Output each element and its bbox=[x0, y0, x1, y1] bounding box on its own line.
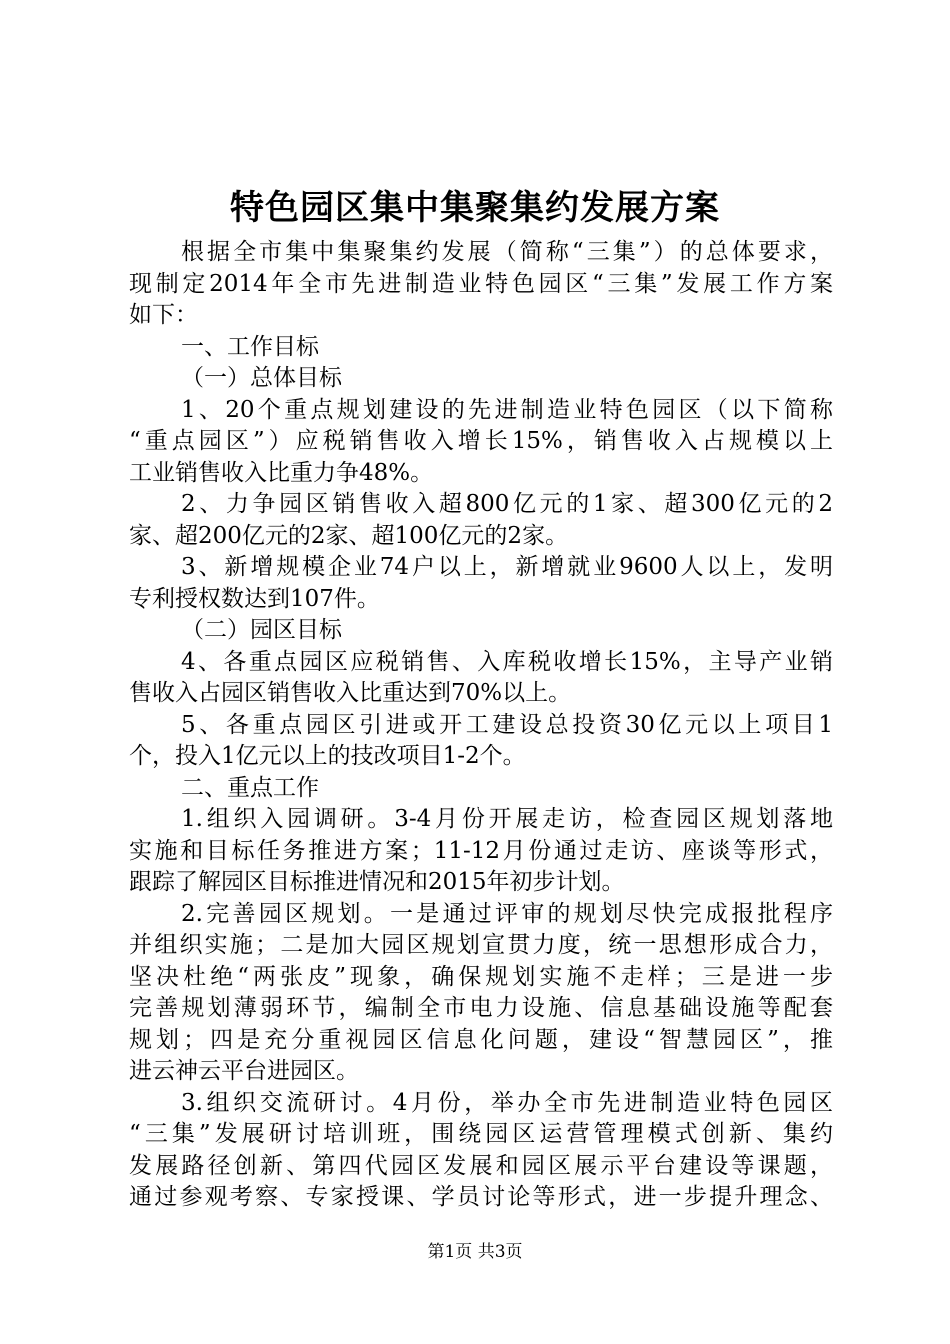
text-line: 二、重点工作 bbox=[181, 774, 319, 801]
text-line: 3.组织交流研讨。4月份，举办全市先进制造业特色园区 bbox=[181, 1089, 833, 1116]
text-line: 坚决杜绝“两张皮”现象，确保规划实施不走样；三是进一步 bbox=[129, 963, 833, 990]
text-line: 发展路径创新、第四代园区发展和园区展示平台建设等课题， bbox=[129, 1152, 833, 1179]
text-line: （一）总体目标 bbox=[181, 365, 342, 391]
text-line: 一、工作目标 bbox=[181, 333, 319, 360]
text-line: “三集”发展研讨培训班，围绕园区运营管理模式创新、集约 bbox=[129, 1121, 833, 1147]
text-line: 3、新增规模企业74户以上，新增就业9600人以上，发明 bbox=[181, 554, 833, 580]
text-line: 并组织实施；二是加大园区规划宣贯力度，统一思想形成合力， bbox=[129, 932, 833, 958]
text-line: “重点园区”）应税销售收入增长15%，销售收入占规模以上 bbox=[129, 428, 833, 454]
text-line: 进云神云平台进园区。 bbox=[129, 1058, 359, 1084]
page-footer: 第1页 共3页 bbox=[427, 1242, 523, 1262]
text-line: 规划；四是充分重视园区信息化问题，建设“智慧园区”，推 bbox=[129, 1026, 833, 1053]
text-line: 1.组织入园调研。3-4月份开展走访，检查园区规划落地 bbox=[181, 806, 833, 832]
text-line: （二）园区目标 bbox=[181, 617, 342, 643]
text-line: 如下： bbox=[129, 302, 198, 328]
text-line: 4、各重点园区应税销售、入库税收增长15%，主导产业销 bbox=[181, 648, 833, 675]
text-line: 专利授权数达到107件。 bbox=[129, 585, 380, 612]
text-line: 通过参观考察、专家授课、学员讨论等形式，进一步提升理念、 bbox=[129, 1184, 833, 1210]
text-line: 1、20个重点规划建设的先进制造业特色园区（以下简称 bbox=[181, 396, 833, 423]
document-body bbox=[129, 237, 833, 1214]
document-title: 特色园区集中集聚集约发展方案 bbox=[230, 188, 720, 228]
text-line: 家、超200亿元的2家、超100亿元的2家。 bbox=[129, 522, 569, 549]
text-line: 实施和目标任务推进方案；11-12月份通过走访、座谈等形式， bbox=[129, 837, 833, 864]
text-line: 跟踪了解园区目标推进情况和2015年初步计划。 bbox=[129, 869, 625, 895]
text-line: 完善规划薄弱环节，编制全市电力设施、信息基础设施等配套 bbox=[129, 995, 833, 1021]
text-line: 工业销售收入比重力争48%。 bbox=[129, 459, 434, 486]
text-line: 售收入占园区销售收入比重达到70%以上。 bbox=[129, 680, 572, 706]
text-line: 2、力争园区销售收入超800亿元的1家、超300亿元的2 bbox=[181, 491, 833, 517]
text-line: 根据全市集中集聚集约发展（简称“三集”）的总体要求， bbox=[181, 239, 833, 265]
text-line: 个，投入1亿元以上的技改项目1-2个。 bbox=[129, 743, 526, 769]
text-line: 5、各重点园区引进或开工建设总投资30亿元以上项目1 bbox=[181, 711, 833, 738]
text-line: 2.完善园区规划。一是通过评审的规划尽快完成报批程序 bbox=[181, 900, 833, 927]
text-line: 现制定2014年全市先进制造业特色园区“三集”发展工作方案 bbox=[129, 270, 833, 297]
